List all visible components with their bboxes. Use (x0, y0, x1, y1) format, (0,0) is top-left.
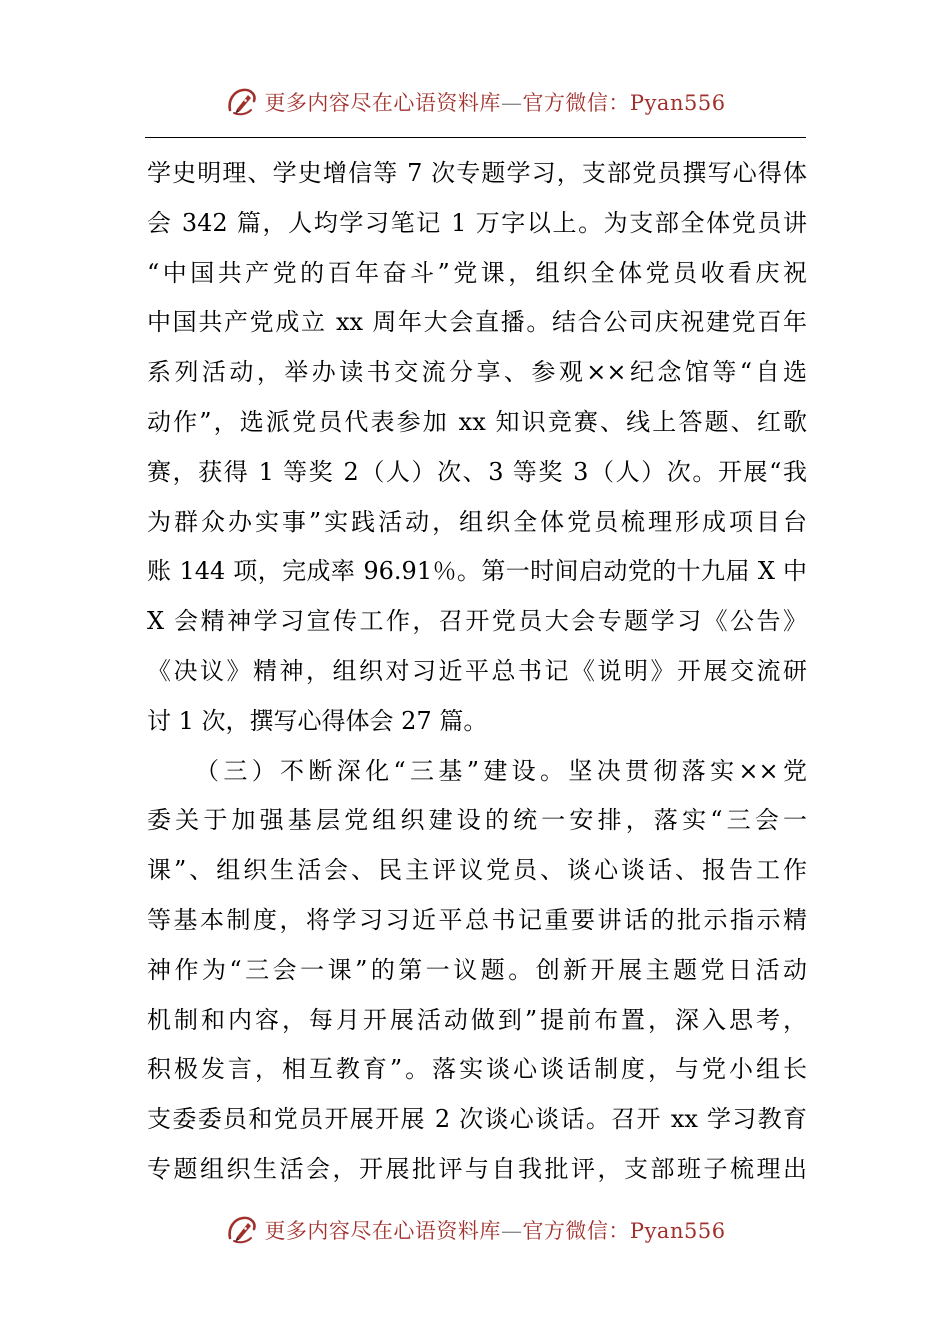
text-line: 机制和内容，每月开展活动做到”提前布置，深入思考， (147, 1005, 807, 1034)
text-line: 赛，获得 1 等奖 2（人）次、3 等奖 3（人）次。开展“我 (147, 457, 807, 486)
text-line: 神作为“三会一课”的第一议题。创新开展主题党日活动 (147, 955, 807, 984)
text-line: 《决议》精神，组织对习近平总书记《说明》开展交流研 (147, 656, 807, 685)
text-line: 账 144 项，完成率 96.91％。第一时间启动党的十九届 X 中 (147, 557, 807, 586)
watermark-dash: — (500, 1219, 523, 1243)
text-line: 动作”，选派党员代表参加 xx 知识竞赛、线上答题、红歌 (147, 407, 807, 436)
document-body (147, 149, 807, 1195)
text-line: 专题组织生活会，开展批评与自我批评，支部班子梳理出 (147, 1154, 807, 1183)
text-line: 课”、组织生活会、民主评议党员、谈心谈话、报告工作 (147, 856, 807, 885)
text-line: X 会精神学习宣传工作，召开党员大会专题学习《公告》 (147, 607, 807, 636)
paragraph-2 (147, 747, 807, 1195)
text-line: 等基本制度，将学习习近平总书记重要讲话的批示指示精 (147, 905, 807, 934)
text-line: 学史明理、学史增信等 7 次专题学习，支部党员撰写心得体 (147, 159, 807, 187)
text-line: 系列活动，举办读书交流分享、参观××纪念馆等“自选 (147, 358, 807, 387)
text-line: 为群众办实事”实践活动，组织全体党员梳理形成项目台 (147, 507, 807, 536)
header-watermark (0, 82, 950, 122)
watermark-dash: — (500, 91, 523, 115)
watermark-contact: 官方微信：Pyan556 (522, 1219, 726, 1243)
text-line: 讨 1 次，撰写心得体会 27 篇。 (147, 706, 488, 735)
header-watermark-text (264, 87, 725, 117)
pen-nib-swirl-icon (224, 84, 260, 120)
header-rule (145, 137, 806, 138)
text-line: 积极发言，相互教育”。落实谈心谈话制度，与党小组长 (147, 1055, 807, 1084)
watermark-brand: 更多内容尽在心语资料库 (264, 91, 501, 115)
text-line: “中国共产党的百年奋斗”党课，组织全体党员收看庆祝 (147, 258, 807, 287)
watermark-contact: 官方微信：Pyan556 (522, 91, 726, 115)
text-line: 支委委员和党员开展开展 2 次谈心谈话。召开 xx 学习教育 (147, 1105, 807, 1134)
footer-watermark-text (264, 1215, 725, 1245)
paragraph-1 (147, 149, 807, 747)
section-heading-line: （三）不断深化“三基”建设。坚决贯彻落实××党 (195, 756, 807, 785)
text-line: 委关于加强基层党组织建设的统一安排，落实“三会一 (147, 806, 807, 835)
footer-watermark (0, 1210, 950, 1250)
pen-nib-swirl-icon (224, 1212, 260, 1248)
text-line: 会 342 篇，人均学习笔记 1 万字以上。为支部全体党员讲 (147, 208, 807, 237)
watermark-brand: 更多内容尽在心语资料库 (264, 1219, 501, 1243)
text-line: 中国共产党成立 xx 周年大会直播。结合公司庆祝建党百年 (147, 308, 807, 337)
